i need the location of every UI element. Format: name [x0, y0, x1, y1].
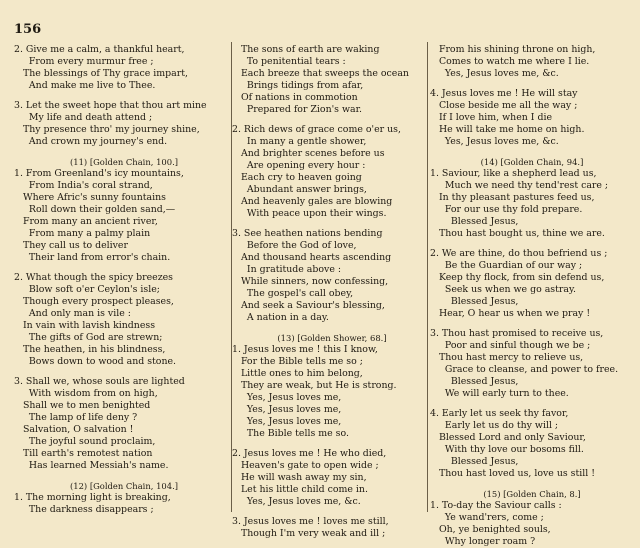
verse-line: Till earth's remotest nation	[14, 448, 153, 459]
verse-line: 1. From Greenland's icy mountains,	[14, 168, 184, 179]
verse-line: The gospel's call obey,	[232, 288, 354, 299]
verse-line: From India's coral strand,	[14, 180, 153, 191]
verse-line: 2. We are thine, do thou befriend us ;	[430, 248, 608, 259]
verse-line: With wisdom from on high,	[14, 388, 158, 399]
verse-line: 1. To-day the Saviour calls :	[430, 500, 562, 511]
verse-line: Why longer roam ?	[430, 536, 536, 547]
verse-line: And make me live to Thee.	[14, 80, 156, 91]
stanza-gap	[430, 400, 634, 408]
page-number: 156	[14, 22, 42, 37]
verse-line: Yes, Jesus loves me,	[232, 392, 342, 403]
verse-line: Blow soft o'er Ceylon's isle;	[14, 284, 160, 295]
verse-line: To penitential tears :	[232, 56, 346, 67]
verse-line: Roll down their golden sand,—	[14, 204, 176, 215]
verse-line: Seek us when we go astray.	[430, 284, 576, 295]
verse-line: Their land from error's chain.	[14, 252, 171, 263]
hymn-heading: (11) [Golden Chain, 100.]	[69, 157, 178, 167]
verse-line: 3. Thou hast promised to receive us,	[430, 328, 604, 339]
verse-line: 4. Early let us seek thy favor,	[430, 408, 569, 419]
stanza-gap	[232, 508, 432, 516]
verse-line: My life and death attend ;	[14, 112, 153, 123]
verse-line: The joyful sound proclaim,	[14, 436, 156, 447]
verse-line: He will take me home on high.	[430, 124, 585, 135]
verse-line: Bows down to wood and stone.	[14, 356, 177, 367]
stanza-gap	[430, 240, 634, 248]
verse-line: 3. Shall we, whose souls are lighted	[14, 376, 185, 387]
verse-line: Each cry to heaven going	[232, 172, 362, 183]
stanza-gap	[232, 116, 432, 124]
verse-line: Shall we to men benighted	[14, 400, 151, 411]
verse-line: 2. What though the spicy breezes	[14, 272, 173, 283]
verse-line: Close beside me all the way ;	[430, 100, 578, 111]
verse-line: And seek a Saviour's blessing,	[232, 300, 385, 311]
verse-line: 4. Jesus loves me ! He will stay	[430, 88, 578, 99]
verse-line: Blessed Lord and only Saviour,	[430, 432, 586, 443]
hymn-heading: (12) [Golden Chain, 104.]	[69, 481, 178, 491]
verse-line: In vain with lavish kindness	[14, 320, 156, 331]
verse-line: Ye wand'rers, come ;	[430, 512, 544, 523]
verse-line: Much we need thy tend'rest care ;	[430, 180, 609, 191]
verse-line: The blessings of Thy grace impart,	[14, 68, 188, 79]
verse-line: From every murmur free ;	[14, 56, 154, 67]
verse-line: The Bible tells me so.	[232, 428, 349, 439]
verse-line: 2. Give me a calm, a thankful heart,	[14, 44, 185, 55]
stanza-gap	[232, 440, 432, 448]
verse-line: Early let us do thy will ;	[430, 420, 559, 431]
verse-line: Each breeze that sweeps the ocean	[232, 68, 409, 79]
verse-line: 1. Jesus loves me ! this I know,	[232, 344, 378, 355]
verse-line: Comes to watch me where I lie.	[430, 56, 590, 67]
verse-line: And heavenly gales are blowing	[232, 196, 393, 207]
verse-line: Yes, Jesus loves me, &c.	[430, 68, 559, 79]
verse-line: In thy pleasant pastures feed us,	[430, 192, 595, 203]
verse-line: Thou hast bought us, thine we are.	[430, 228, 605, 239]
verse-line: Yes, Jesus loves me, &c.	[430, 136, 559, 147]
verse-line: A nation in a day.	[232, 312, 329, 323]
verse-line: 1. The morning light is breaking,	[14, 492, 171, 503]
verse-line: They are weak, but He is strong.	[232, 380, 397, 391]
stanza-gap	[232, 324, 432, 332]
verse-line: Blessed Jesus,	[430, 456, 519, 467]
verse-line: Let his little child come in.	[232, 484, 368, 495]
verse-line: He will wash away my sin,	[232, 472, 367, 483]
verse-line: Yes, Jesus loves me, &c.	[232, 496, 361, 507]
hymn-heading: (14) [Golden Chain, 94.]	[480, 157, 584, 167]
verse-line: Hear, O hear us when we pray !	[430, 308, 591, 319]
verse-line: The sons of earth are waking	[232, 44, 380, 55]
verse-line: Thou hast loved us, love us still !	[430, 468, 595, 479]
verse-line: The darkness disappears ;	[14, 504, 154, 515]
verse-line: Yes, Jesus loves me,	[232, 416, 342, 427]
verse-line: Where Afric's sunny fountains	[14, 192, 166, 203]
verse-line: Heaven's gate to open wide ;	[232, 460, 379, 471]
verse-line: Blessed Jesus,	[430, 296, 519, 307]
verse-line: Be the Guardian of our way ;	[430, 260, 583, 271]
verse-line: Little ones to him belong,	[232, 368, 363, 379]
column-1	[14, 44, 234, 516]
verse-line: Blessed Jesus,	[430, 216, 519, 227]
verse-line: 3. Jesus loves me ! loves me still,	[232, 516, 389, 527]
stanza-gap	[232, 220, 432, 228]
verse-line: In gratitude above :	[232, 264, 342, 275]
stanza-gap	[14, 368, 234, 376]
verse-line: While sinners, now confessing,	[232, 276, 389, 287]
verse-line: Thy presence thro' my journey shine,	[14, 124, 200, 135]
stanza-gap	[430, 320, 634, 328]
verse-line: And brighter scenes before us	[232, 148, 385, 159]
verse-line: They call us to deliver	[14, 240, 128, 251]
verse-line: With thy love our bosoms fill.	[430, 444, 584, 455]
verse-line: If I love him, when I die	[430, 112, 552, 123]
verse-line: In many a gentle shower,	[232, 136, 367, 147]
verse-line: The gifts of God are strewn;	[14, 332, 163, 343]
verse-line: And thousand hearts ascending	[232, 252, 392, 263]
verse-line: From many a palmy plain	[14, 228, 151, 239]
verse-line: 3. Let the sweet hope that thou art mine	[14, 100, 207, 111]
verse-line: Yes, Jesus loves me,	[232, 404, 342, 415]
verse-line: We will early turn to thee.	[430, 388, 569, 399]
stanza-gap	[430, 480, 634, 488]
verse-line: Keep thy flock, from sin defend us,	[430, 272, 605, 283]
verse-line: Of nations in commotion	[232, 92, 358, 103]
stanza-gap	[14, 264, 234, 272]
verse-line: 2. Rich dews of grace come o'er us,	[232, 124, 401, 135]
verse-line: Abundant answer brings,	[232, 184, 367, 195]
verse-line: 3. See heathen nations bending	[232, 228, 383, 239]
verse-line: 1. Saviour, like a shepherd lead us,	[430, 168, 597, 179]
column-2	[232, 44, 432, 540]
verse-line: Salvation, O salvation !	[14, 424, 134, 435]
verse-line: Oh, ye benighted souls,	[430, 524, 551, 535]
verse-line: For the Bible tells me so ;	[232, 356, 363, 367]
verse-line: Though every prospect pleases,	[14, 296, 174, 307]
verse-line: Prepared for Zion's war.	[232, 104, 363, 115]
verse-line: From his shining throne on high,	[430, 44, 596, 55]
stanza-gap	[14, 92, 234, 100]
verse-line: Thou hast mercy to relieve us,	[430, 352, 584, 363]
verse-line: From many an ancient river,	[14, 216, 158, 227]
verse-line: The lamp of life deny ?	[14, 412, 138, 423]
verse-line: Grace to cleanse, and power to free.	[430, 364, 619, 375]
stanza-gap	[14, 472, 234, 480]
verse-line: 2. Jesus loves me ! He who died,	[232, 448, 387, 459]
verse-line: And only man is vile :	[14, 308, 131, 319]
stanza-gap	[430, 148, 634, 156]
verse-line: Are opening every hour :	[232, 160, 366, 171]
verse-line: The heathen, in his blindness,	[14, 344, 166, 355]
verse-line: And crown my journey's end.	[14, 136, 168, 147]
hymn-heading: (13) [Golden Shower, 68.]	[277, 333, 387, 343]
verse-line: Poor and sinful though we be ;	[430, 340, 591, 351]
verse-line: For our use thy fold prepare.	[430, 204, 583, 215]
verse-line: Brings tidings from afar,	[232, 80, 364, 91]
stanza-gap	[430, 80, 634, 88]
stanza-gap	[14, 148, 234, 156]
verse-line: Has learned Messiah's name.	[14, 460, 169, 471]
column-3	[430, 44, 634, 548]
verse-line: Before the God of love,	[232, 240, 357, 251]
verse-line: With peace upon their wings.	[232, 208, 387, 219]
hymn-heading: (15) [Golden Chain, 8.]	[483, 489, 581, 499]
verse-line: Blessed Jesus,	[430, 376, 519, 387]
verse-line: Though I'm very weak and ill ;	[232, 528, 386, 539]
